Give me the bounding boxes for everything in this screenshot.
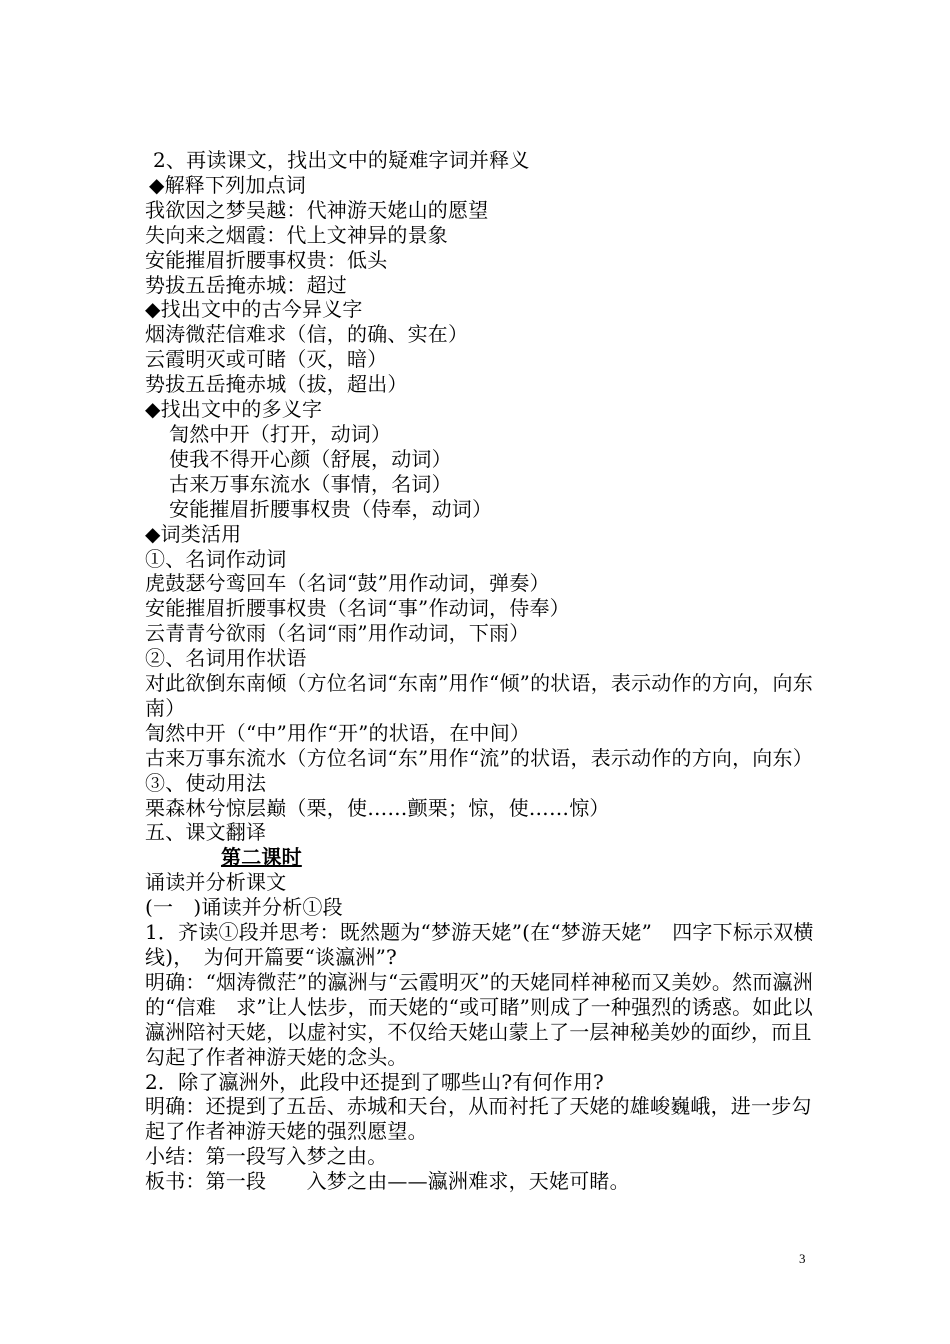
text-line: 訇然中开（打开，动词） bbox=[169, 421, 392, 446]
text-line: 使我不得开心颜（舒展，动词） bbox=[169, 446, 452, 471]
question-paragraph: 2．除了瀛洲外，此段中还提到了哪些山?有何作用? bbox=[145, 1069, 604, 1094]
document-body bbox=[145, 148, 815, 1194]
text-line: 云霞明灭或可睹（灭，暗） bbox=[145, 347, 388, 372]
question-paragraph: 1．齐读①段并思考：既然题为“梦游天姥”(在“梦游天姥” 四字下标示双横线)， 为何开篇要“谈瀛洲”? bbox=[145, 920, 814, 969]
text-line: 安能摧眉折腰事权贵（侍奉，动词） bbox=[169, 496, 493, 521]
text-line: 我欲因之梦吴越：代神游天姥山的愿望 bbox=[145, 197, 489, 222]
text-line: 虎鼓瑟兮鸾回车（名词“鼓”用作动词，弹奏） bbox=[145, 571, 550, 596]
subheading-bullet: ◆找出文中的多义字 bbox=[145, 397, 323, 422]
text-line: 五、课文翻译 bbox=[145, 820, 267, 845]
text-line: 势拔五岳掩赤城：超过 bbox=[145, 272, 347, 297]
text-line: 古来万事东流水（事情，名词） bbox=[169, 471, 452, 496]
text-line: (一 )诵读并分析①段 bbox=[145, 895, 343, 920]
text-line: 栗森林兮惊层巅（栗，使……颤栗；惊，使……惊） bbox=[145, 795, 610, 820]
subheading-bullet: ◆词类活用 bbox=[145, 521, 242, 546]
text-line: ③、使动用法 bbox=[145, 770, 267, 795]
text-line: 安能摧眉折腰事权贵（名词“事”作动词，侍奉） bbox=[145, 596, 570, 621]
text-line: ②、名词用作状语 bbox=[145, 646, 307, 671]
section-heading: 2、再读课文，找出文中的疑难字词并释义 bbox=[153, 148, 530, 172]
text-line: 安能摧眉折腰事权贵：低头 bbox=[145, 247, 388, 272]
text-line: 失向来之烟霞：代上文神异的景象 bbox=[145, 222, 448, 247]
answer-paragraph: 明确：“烟涛微茫”的瀛洲与“云霞明灭”的天姥同样神秘而又美妙。然而瀛洲的“信难 求”让人怯步，而天姥的“或可睹”则成了一种强烈的诱惑。如此以瀛洲陪衬天姥，以虚衬实，不仅给天姥山蒙上了一层神秘美妙的面纱，而且勾起了作者神游天姥的念头。 bbox=[145, 969, 813, 1069]
text-line: 烟涛微茫信难求（信，的确、实在） bbox=[145, 322, 469, 347]
text-paragraph: 对此欲倒东南倾（方位名词“东南”用作“倾”的状语，表示动作的方向，向东南） bbox=[145, 671, 813, 720]
summary-line: 小结：第一段写入梦之由。 bbox=[145, 1144, 388, 1169]
board-notes-line: 板书：第一段 入梦之由——瀛洲难求，天姥可睹。 bbox=[145, 1169, 630, 1194]
text-line: 势拔五岳掩赤城（拔，超出） bbox=[145, 372, 408, 397]
answer-paragraph: 明确：还提到了五岳、赤城和天台，从而衬托了天姥的雄峻巍峨，进一步勾起了作者神游天姥的强烈愿望。 bbox=[145, 1094, 812, 1144]
text-line: 诵读并分析课文 bbox=[145, 870, 287, 895]
text-line: 云青青兮欲雨（名词“雨”用作动词，下雨） bbox=[145, 621, 530, 646]
page-number: 3 bbox=[799, 1251, 806, 1266]
subheading-bullet: ◆解释下列加点词 bbox=[149, 172, 306, 197]
lesson-title: 第二课时 bbox=[221, 845, 302, 870]
text-line: 訇然中开（“中”用作“开”的状语，在中间） bbox=[145, 720, 531, 745]
subheading-bullet: ◆找出文中的古今异义字 bbox=[145, 297, 363, 322]
text-paragraph: 古来万事东流水（方位名词“东”用作“流”的状语，表示动作的方向，向东） bbox=[145, 745, 813, 770]
text-line: ①、名词作动词 bbox=[145, 546, 287, 571]
